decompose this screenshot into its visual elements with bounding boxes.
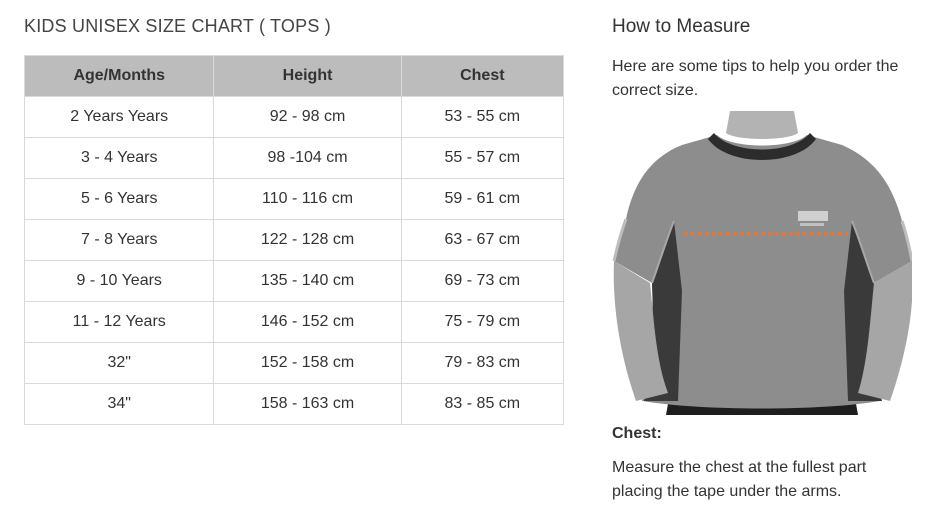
age-cell: 7 - 8 Years (25, 220, 214, 261)
table-header-row (25, 56, 564, 97)
chest-cell: 55 - 57 cm (401, 138, 563, 179)
height-cell: 98 -104 cm (214, 138, 401, 179)
table-row (25, 261, 564, 302)
table-row (25, 220, 564, 261)
table-row (25, 343, 564, 384)
table-row (25, 138, 564, 179)
table-row (25, 302, 564, 343)
age-cell: 2 Years Years (25, 97, 214, 138)
column-header-height: Height (214, 56, 401, 97)
chest-label: Chest: (612, 425, 662, 442)
height-cell: 158 - 163 cm (214, 384, 401, 425)
column-header-chest: Chest (401, 56, 563, 97)
chest-cell: 69 - 73 cm (401, 261, 563, 302)
height-cell: 135 - 140 cm (214, 261, 401, 302)
height-cell: 146 - 152 cm (214, 302, 401, 343)
age-cell: 11 - 12 Years (25, 302, 214, 343)
age-cell: 32" (25, 343, 214, 384)
age-cell: 34" (25, 384, 214, 425)
height-cell: 122 - 128 cm (214, 220, 401, 261)
tshirt-measurement-image (612, 111, 912, 415)
table-row (25, 384, 564, 425)
column-header-age: Age/Months (25, 56, 214, 97)
chest-cell: 83 - 85 cm (401, 384, 563, 425)
chest-cell: 53 - 55 cm (401, 97, 563, 138)
age-cell: 3 - 4 Years (25, 138, 214, 179)
table-row (25, 97, 564, 138)
how-to-measure-intro: Here are some tips to help you order the correct size. (612, 58, 899, 99)
brand-logo-icon (798, 211, 828, 226)
height-cell: 110 - 116 cm (214, 179, 401, 220)
height-cell: 152 - 158 cm (214, 343, 401, 384)
age-cell: 9 - 10 Years (25, 261, 214, 302)
table-row (25, 179, 564, 220)
how-to-measure-heading: How to Measure (612, 16, 751, 37)
size-chart-table (24, 55, 564, 425)
chest-cell: 63 - 67 cm (401, 220, 563, 261)
chest-cell: 59 - 61 cm (401, 179, 563, 220)
height-cell: 92 - 98 cm (214, 97, 401, 138)
age-cell: 5 - 6 Years (25, 179, 214, 220)
size-chart-title: KIDS UNISEX SIZE CHART ( TOPS ) (24, 16, 331, 36)
chest-cell: 75 - 79 cm (401, 302, 563, 343)
chest-cell: 79 - 83 cm (401, 343, 563, 384)
chest-instructions: Measure the chest at the fullest part placing the tape under the arms. (612, 459, 867, 500)
